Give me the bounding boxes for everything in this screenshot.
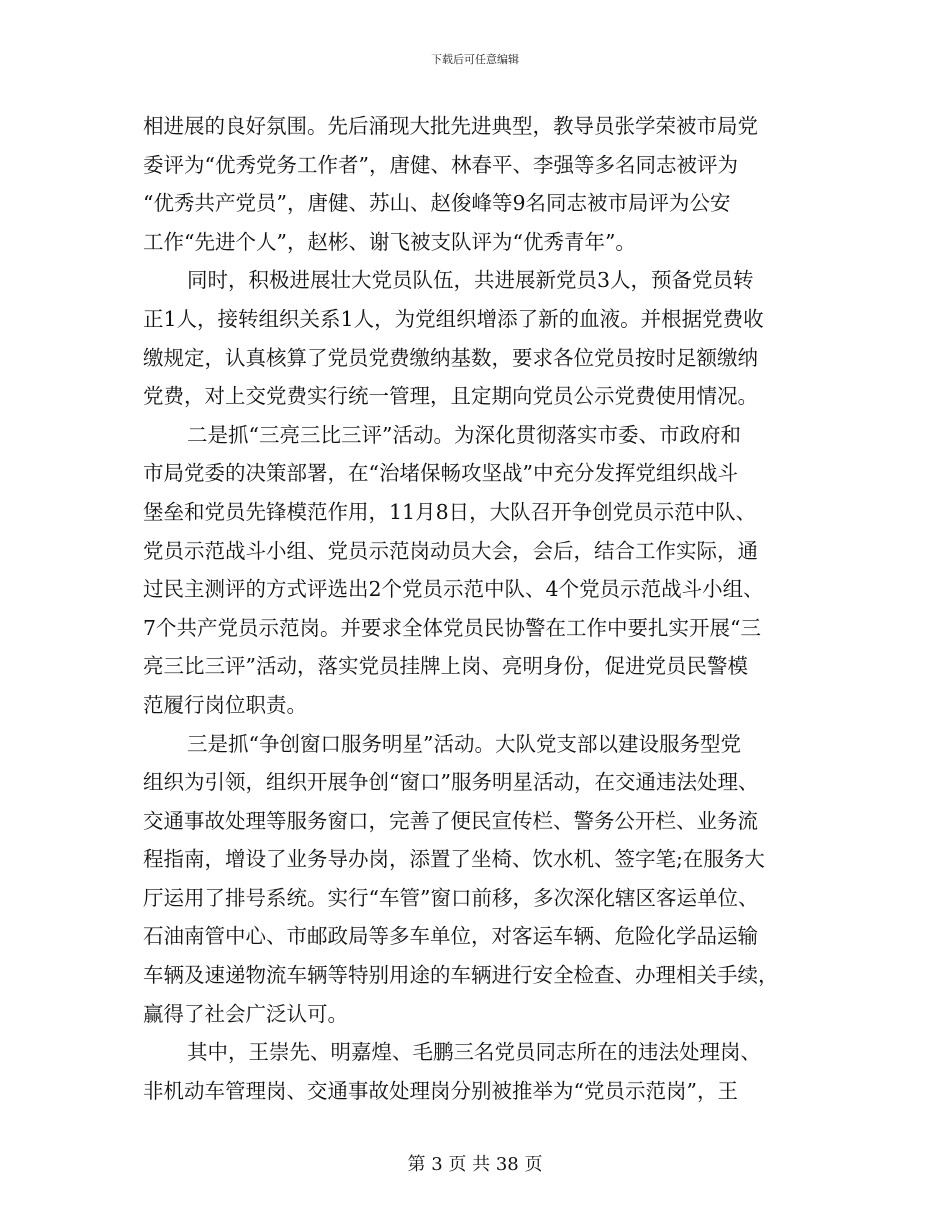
text-line: 石油南管中心、市邮政局等多车单位，对客运车辆、危险化学品运输 <box>143 924 758 949</box>
text-line: 委评为“优秀党务工作者”，唐健、林春平、李强等多名同志被评为 <box>143 152 738 177</box>
text-line: 正1人，接转组织关系1人，为党组织增添了新的血液。并根据党费收 <box>143 306 764 331</box>
text-line: 厅运用了排号系统。实行“车管”窗口前移，多次深化辖区客运单位、 <box>143 885 759 910</box>
text-line: 范履行岗位职责。 <box>143 692 307 717</box>
text-line: 赢得了社会广泛认可。 <box>143 1001 348 1026</box>
text-line: 市局党委的决策部署，在“治堵保畅攻坚战”中充分发挥党组织战斗 <box>143 461 738 486</box>
paragraph-first-line: 其中，王崇先、明嘉煌、毛鹏三名党员同志所在的违法处理岗、 <box>187 1040 761 1065</box>
page-number-footer: 第 3 页 共 38 页 <box>407 1154 543 1175</box>
text-line: 相进展的良好氛围。先后涌现大批先进典型，教导员张学荣被市局党 <box>143 114 758 138</box>
text-line: 过民主测评的方式评选出2个党员示范中队、4个党员示范战斗小组、 <box>143 577 764 602</box>
text-line: 党费，对上交党费实行统一管理，且定期向党员公示党费使用情况。 <box>143 384 758 409</box>
text-line: 工作“先进个人”，赵彬、谢飞被支队评为“优秀青年”。 <box>143 229 636 254</box>
paragraph-first-line: 同时，积极进展壮大党员队伍，共进展新党员3人，预备党员转 <box>187 268 754 293</box>
paragraph-first-line: 三是抓“争创窗口服务明星”活动。大队党支部以建设服务型党 <box>187 731 741 756</box>
text-line: 交通事故处理等服务窗口，完善了便民宣传栏、警务公开栏、业务流 <box>143 808 758 833</box>
text-line: 党员示范战斗小组、党员示范岗动员大会，会后，结合工作实际，通 <box>143 538 758 563</box>
text-line: 组织为引领，组织开展争创“窗口”服务明星活动，在交通违法处理、 <box>143 770 759 795</box>
text-line: 程指南，增设了业务导办岗，添置了坐椅、饮水机、签字笔;在服务大 <box>143 847 765 872</box>
text-line: “优秀共产党员”，唐健、苏山、赵俊峰等9名同志被市局评为公安 <box>143 191 731 216</box>
text-line: 堡垒和党员先锋模范作用，11月8日，大队召开争创党员示范中队、 <box>143 499 757 524</box>
page-header: 下载后可任意编辑 <box>431 53 519 66</box>
text-line: 亮三比三评”活动，落实党员挂牌上岗、亮明身份，促进党员民警模 <box>143 654 748 679</box>
text-line: 7个共产党员示范岗。并要求全体党员民协警在工作中要扎实开展“三 <box>143 615 762 640</box>
text-line: 缴规定，认真核算了党员党费缴纳基数，要求各位党员按时足额缴纳 <box>143 345 758 370</box>
text-line: 车辆及速递物流车辆等特别用途的车辆进行安全检查、办理相关手续， <box>143 963 779 988</box>
document-body <box>143 107 807 1110</box>
text-line: 非机动车管理岗、交通事故处理岗分别被推举为“党员示范岗”，王 <box>143 1078 738 1103</box>
paragraph-first-line: 二是抓“三亮三比三评”活动。为深化贯彻落实市委、市政府和 <box>187 422 741 447</box>
